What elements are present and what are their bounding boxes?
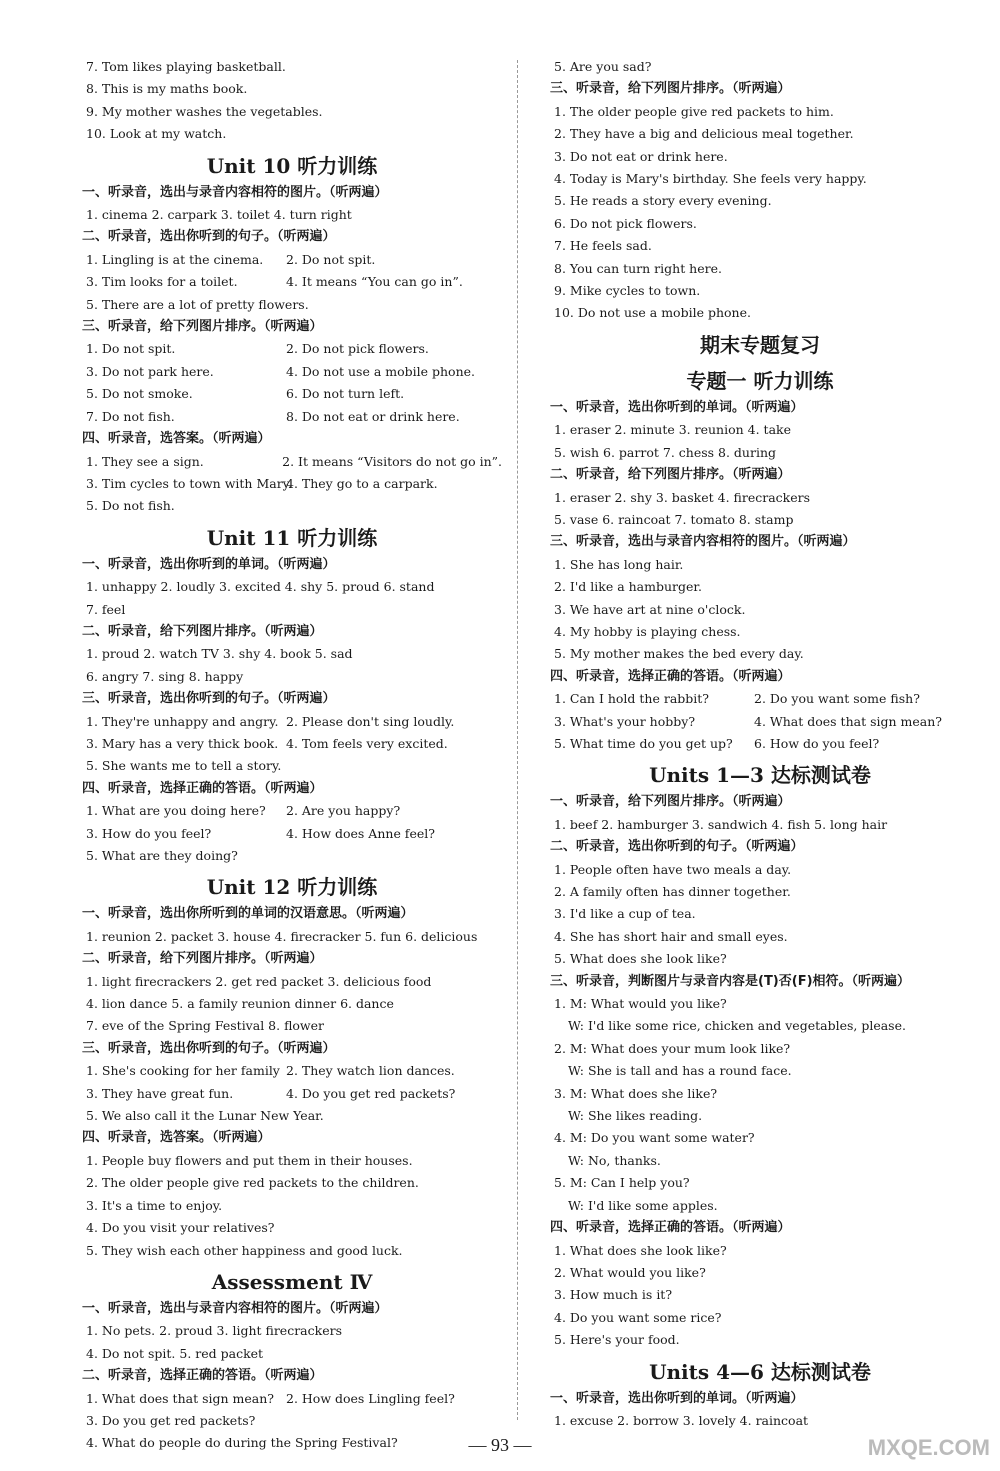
answer-item: 1. Lingling is at the cinema.: [86, 251, 264, 267]
answer-line: 1. eraser 2. shy 3. basket 4. firecrackers: [554, 489, 811, 505]
answer-line: 4. Do you want some rice?: [554, 1309, 722, 1325]
answer-line: 1. unhappy 2. loudly 3. excited 4. shy 5. proud 6. stand: [86, 579, 435, 595]
answer-line: 4. Do you visit your relatives?: [86, 1220, 275, 1236]
answer-row: [82, 800, 502, 822]
answer-item: 3. They have great fun.: [86, 1085, 234, 1101]
answer-row: [82, 271, 502, 293]
answer-row: [82, 1083, 502, 1105]
unit-title: Unit 12 听力训练: [206, 875, 378, 900]
answer-line: 2. I'd like a hamburger.: [554, 579, 702, 595]
answer-row: [82, 249, 502, 271]
answer-item: 3. How do you feel?: [86, 825, 212, 841]
answer-line: 5. We also call it the Lunar New Year.: [86, 1108, 324, 1124]
answer-item: 2. How does Lingling feel?: [286, 1390, 455, 1406]
answer-line: 1. beef 2. hamburger 3. sandwich 4. fish 5. long hair: [554, 816, 888, 832]
answer-item: 4. Do you get red packets?: [286, 1085, 456, 1101]
answer-line: 7. He feels sad.: [554, 238, 652, 254]
answer-line: 1. She has long hair.: [554, 556, 684, 572]
section-heading: 三、听录音，给下列图片排序。（听两遍）: [82, 319, 323, 335]
answer-item: 4. How does Anne feel?: [286, 825, 435, 841]
answer-item: 2. They watch lion dances.: [286, 1063, 455, 1079]
answer-row: [550, 733, 970, 755]
answer-item: 2. Do you want some fish?: [754, 691, 920, 707]
answer-row: [82, 1388, 502, 1410]
answer-item: 4. It means “You can go in”.: [286, 274, 463, 290]
answer-line: 5. vase 6. raincoat 7. tomato 8. stamp: [554, 511, 794, 527]
answer-row: [550, 688, 970, 710]
answer-item: 5. What time do you get up?: [554, 735, 733, 751]
answer-row: [82, 451, 502, 473]
answer-line: 5. Are you sad?: [554, 59, 652, 74]
answer-item: 4. They go to a carpark.: [286, 475, 438, 491]
dialogue-reply: W: No, thanks.: [568, 1152, 661, 1168]
answer-line: 1. No pets. 2. proud 3. light firecrackers: [86, 1323, 342, 1339]
answer-item: 8. Do not eat or drink here.: [286, 408, 460, 424]
answer-line: 1. proud 2. watch TV 3. shy 4. book 5. sad: [86, 646, 353, 662]
answer-line: 5. What are they doing?: [86, 848, 238, 863]
answer-line: 1. People often have two meals a day.: [554, 861, 792, 877]
answer-item: 1. What does that sign mean?: [86, 1390, 274, 1406]
answer-line: 5. He reads a story every evening.: [554, 193, 772, 209]
section-heading: 一、听录音，选出与录音内容相符的图片。（听两遍）: [82, 1300, 388, 1316]
answer-item: 1. She's cooking for her family: [86, 1063, 280, 1079]
answer-item: 6. How do you feel?: [754, 735, 880, 751]
section-heading: 三、听录音，给下列图片排序。（听两遍）: [550, 81, 791, 97]
answer-line: 2. They have a big and delicious meal together.: [554, 126, 854, 142]
answer-item: 1. They're unhappy and angry.: [86, 713, 279, 729]
dialogue-reply: W: I'd like some rice, chicken and vegetables, please.: [568, 1018, 906, 1034]
answer-line: 4. Today is Mary's birthday. She feels very happy.: [554, 171, 867, 187]
section-heading: 四、听录音，选择正确的答语。（听两遍）: [550, 668, 791, 684]
answer-line: 4. lion dance 5. a family reunion dinner 6. dance: [86, 996, 394, 1012]
answer-line: 7. eve of the Spring Festival 8. flower: [86, 1018, 325, 1034]
answer-row: [82, 383, 502, 405]
answer-line: 5. There are a lot of pretty flowers.: [86, 296, 309, 312]
answer-row: [82, 361, 502, 383]
right-column: [550, 56, 970, 1432]
answer-line: 1. excuse 2. borrow 3. lovely 4. raincoat: [554, 1412, 809, 1428]
answer-item: 3. What's your hobby?: [554, 713, 696, 729]
section-heading: 二、听录音，给下列图片排序。（听两遍）: [550, 467, 791, 483]
answer-item: 2. It means “Visitors do not go in”.: [282, 453, 502, 469]
answer-line: 5. My mother makes the bed every day.: [554, 646, 804, 662]
answer-line: 4. What do people do during the Spring Festival?: [86, 1435, 398, 1451]
answer-item: 4. What does that sign mean?: [754, 713, 942, 729]
answer-item: 2. Do not pick flowers.: [286, 341, 429, 357]
answer-line: 5. What does she look like?: [554, 951, 727, 967]
section-heading: 一、听录音，选出你听到的单词。（听两遍）: [550, 399, 804, 415]
answer-item: 5. Do not smoke.: [86, 386, 193, 402]
unit-title: Unit 10 听力训练: [206, 153, 378, 178]
section-heading: 一、听录音，选出与录音内容相符的图片。（听两遍）: [82, 184, 388, 200]
dialogue-reply: W: She is tall and has a round face.: [568, 1063, 792, 1079]
answer-row: [82, 733, 502, 755]
section-heading: 二、听录音，选择正确的答语。（听两遍）: [82, 1368, 323, 1384]
answer-line: 1. reunion 2. packet 3. house 4. firecracker 5. fun 6. delicious: [86, 928, 478, 944]
section-heading: 二、听录音，给下列图片排序。（听两遍）: [82, 623, 323, 639]
answer-item: 1. Can I hold the rabbit?: [554, 691, 709, 707]
watermark-logo: MXQE.COM: [867, 1435, 990, 1460]
column-divider: [517, 60, 518, 1420]
answer-line: 5. wish 6. parrot 7. chess 8. during: [554, 444, 776, 460]
page-number: — 93 —: [468, 1435, 532, 1455]
answer-line: 2. M: What does your mum look like?: [554, 1040, 791, 1056]
section-heading: 四、听录音，选择正确的答语。（听两遍）: [550, 1220, 791, 1236]
answer-item: 3. Do not park here.: [86, 363, 214, 379]
unit-title: 期末专题复习: [700, 332, 820, 357]
unit-title: 专题一 听力训练: [686, 368, 834, 393]
answer-line: 3. How much is it?: [554, 1287, 673, 1303]
answer-line: 7. Tom likes playing basketball.: [86, 59, 286, 74]
answer-item: 1. What are you doing here?: [86, 803, 266, 819]
answer-line: 9. My mother washes the vegetables.: [86, 103, 323, 119]
answer-row: [82, 823, 502, 845]
answer-item: 3. Tim looks for a toilet.: [86, 274, 238, 290]
answer-line: 10. Look at my watch.: [86, 126, 227, 142]
unit-title: Unit 11 听力训练: [206, 525, 378, 550]
answer-row: [82, 406, 502, 428]
answer-item: 6. Do not turn left.: [286, 386, 405, 402]
section-heading: 三、听录音，选出你听到的句子。（听两遍）: [82, 1040, 336, 1056]
section-heading: 一、听录音，选出你听到的单词。（听两遍）: [82, 556, 336, 572]
answer-line: 4. My hobby is playing chess.: [554, 623, 741, 639]
section-heading: 三、听录音，选出你听到的句子。（听两遍）: [82, 691, 336, 707]
answer-line: 3. Do you get red packets?: [86, 1412, 256, 1428]
answer-line: 6. Do not pick flowers.: [554, 215, 697, 231]
section-heading: 三、听录音，判断图片与录音内容是(T)否(F)相符。（听两遍）: [550, 973, 911, 989]
answer-line: 3. We have art at nine o'clock.: [554, 601, 746, 617]
answer-line: 1. The older people give red packets to him.: [554, 103, 834, 119]
section-heading: 二、听录音，给下列图片排序。（听两遍）: [82, 951, 323, 967]
answer-line: 5. Do not fish.: [86, 498, 175, 514]
answer-line: 1. eraser 2. minute 3. reunion 4. take: [554, 422, 791, 438]
answer-row: [82, 711, 502, 733]
section-heading: 一、听录音，选出你所听到的单词的汉语意思。（听两遍）: [82, 906, 414, 922]
answer-line: 5. Here's your food.: [554, 1332, 680, 1348]
unit-title: Units 1—3 达标测试卷: [649, 763, 871, 788]
answer-row: [550, 711, 970, 733]
answer-line: 3. M: What does she like?: [554, 1085, 718, 1101]
dialogue-reply: W: I'd like some apples.: [568, 1197, 718, 1213]
answer-line: 3. Do not eat or drink here.: [554, 148, 728, 164]
answer-row: [82, 473, 502, 495]
dialogue-reply: W: She likes reading.: [568, 1108, 703, 1124]
answer-item: 3. Tim cycles to town with Mary.: [86, 475, 293, 491]
answer-item: 2. Are you happy?: [286, 803, 401, 819]
unit-title: Units 4—6 达标测试卷: [649, 1359, 871, 1384]
answer-row: [82, 1060, 502, 1082]
section-heading: 一、听录音，给下列图片排序。（听两遍）: [550, 794, 791, 810]
answer-row: [82, 338, 502, 360]
answer-line: 3. It's a time to enjoy.: [86, 1197, 223, 1213]
answer-line: 6. angry 7. sing 8. happy: [86, 668, 244, 684]
section-heading: 二、听录音，选出你听到的句子。（听两遍）: [550, 839, 804, 855]
answer-line: 5. She wants me to tell a story.: [86, 758, 282, 774]
answer-line: 1. What does she look like?: [554, 1242, 727, 1258]
answer-line: 10. Do not use a mobile phone.: [554, 305, 751, 321]
answer-line: 8. You can turn right here.: [554, 260, 722, 276]
section-heading: 三、听录音，选出与录音内容相符的图片。（听两遍）: [550, 534, 856, 550]
answer-line: 5. M: Can I help you?: [554, 1175, 690, 1191]
answer-line: 2. A family often has dinner together.: [554, 884, 791, 899]
answer-line: 9. Mike cycles to town.: [554, 283, 701, 299]
answer-line: 8. This is my maths book.: [86, 81, 248, 97]
left-column: [82, 56, 502, 1455]
answer-item: 2. Do not spit.: [286, 251, 376, 267]
answer-line: 4. She has short hair and small eyes.: [554, 928, 788, 944]
section-heading: 四、听录音，选答案。（听两遍）: [82, 431, 271, 447]
section-heading: 二、听录音，选出你听到的句子。（听两遍）: [82, 229, 336, 245]
answer-line: 2. What would you like?: [554, 1264, 706, 1280]
answer-line: 1. cinema 2. carpark 3. toilet 4. turn right: [86, 207, 352, 223]
section-heading: 一、听录音，选出你听到的单词。（听两遍）: [550, 1390, 804, 1406]
answer-line: 3. I'd like a cup of tea.: [554, 906, 696, 922]
answer-line: 1. light firecrackers 2. get red packet 3. delicious food: [86, 973, 432, 989]
answer-line: 4. Do not spit. 5. red packet: [86, 1345, 264, 1361]
answer-item: 2. Please don't sing loudly.: [286, 713, 455, 729]
answer-item: 1. They see a sign.: [86, 453, 204, 469]
answer-line: 1. M: What would you like?: [554, 996, 727, 1012]
answer-item: 1. Do not spit.: [86, 341, 176, 357]
answer-line: 2. The older people give red packets to the children.: [86, 1175, 419, 1191]
unit-title: Assessment Ⅳ: [211, 1269, 373, 1294]
answer-line: 4. M: Do you want some water?: [554, 1130, 755, 1146]
answer-item: 4. Tom feels very excited.: [286, 735, 448, 751]
section-heading: 四、听录音，选择正确的答语。（听两遍）: [82, 780, 323, 796]
section-heading: 四、听录音，选答案。（听两遍）: [82, 1130, 271, 1146]
answer-item: 4. Do not use a mobile phone.: [286, 363, 476, 379]
answer-line: 5. They wish each other happiness and good luck.: [86, 1242, 403, 1258]
answer-line: 7. feel: [86, 601, 126, 617]
answer-item: 3. Mary has a very thick book.: [86, 735, 279, 751]
answer-line: 1. People buy flowers and put them in their houses.: [86, 1152, 413, 1168]
answer-item: 7. Do not fish.: [86, 408, 175, 424]
